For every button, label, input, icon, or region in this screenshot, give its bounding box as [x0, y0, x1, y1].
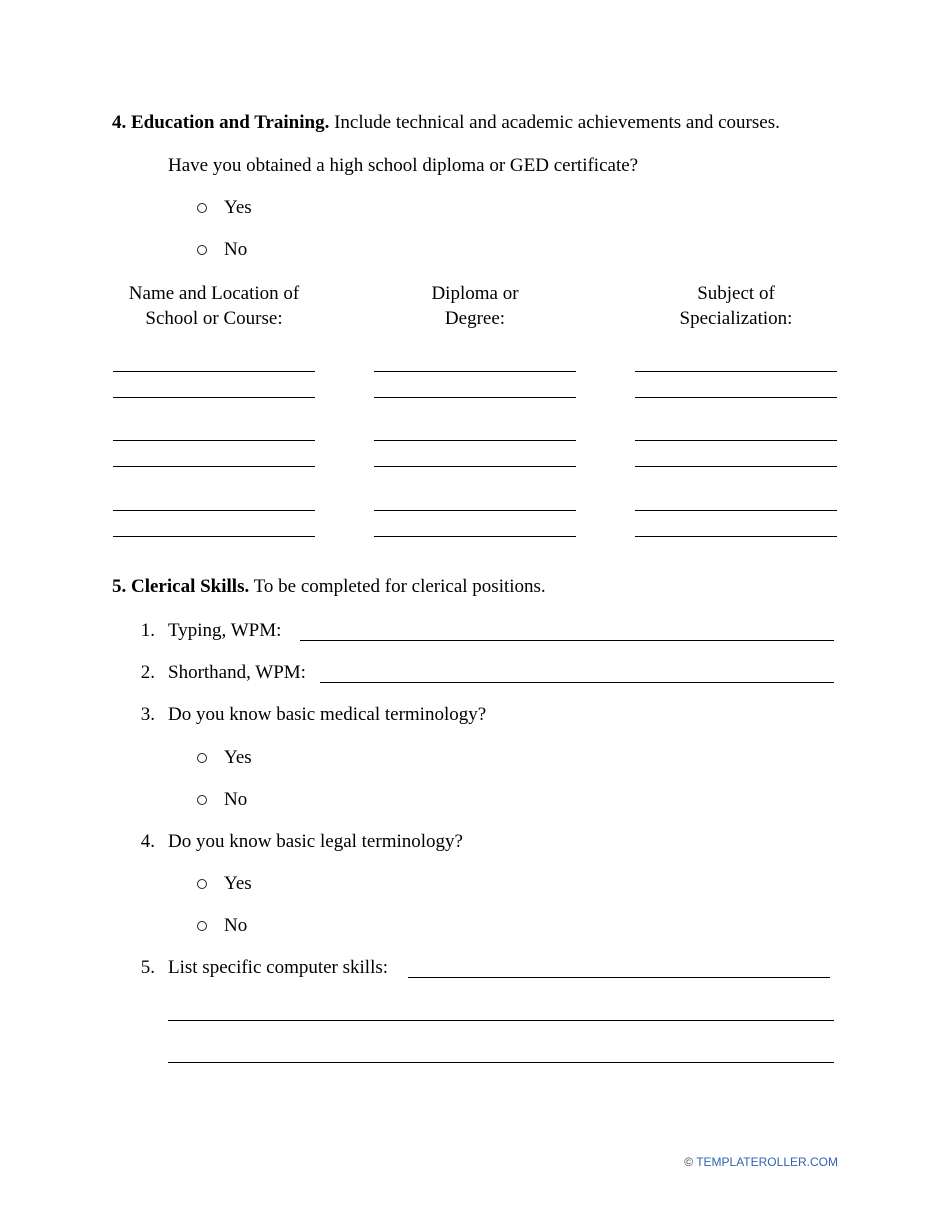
option-label: No [224, 915, 248, 936]
footer-site[interactable]: TEMPLATEROLLER.COM [696, 1155, 838, 1169]
radio-circle-icon[interactable] [197, 879, 207, 889]
computer-skills-line-2[interactable] [168, 1020, 834, 1021]
item-1-number: 1. [140, 620, 155, 641]
typing-wpm-field[interactable] [300, 640, 834, 641]
shorthand-label: Shorthand, WPM: [168, 662, 306, 683]
section-4-description: Include technical and academic achievements and courses. [334, 112, 780, 133]
column-header-degree-text: Diploma or Degree: [431, 283, 519, 329]
radio-circle-icon[interactable] [197, 753, 207, 763]
subject-line[interactable] [635, 371, 837, 372]
school-line[interactable] [113, 536, 315, 537]
option-label: No [224, 789, 248, 810]
item-3-number: 3. [140, 704, 155, 725]
option-label: Yes [224, 873, 252, 894]
school-line[interactable] [113, 510, 315, 511]
item-2-number: 2. [140, 662, 155, 683]
section-5-description: To be completed for clerical positions. [253, 576, 546, 597]
column-header-subject-text: Subject of Specialization: [679, 283, 793, 329]
option-label: No [224, 239, 248, 260]
radio-circle-icon[interactable] [197, 203, 207, 213]
item-4-number: 4. [140, 831, 155, 852]
computer-skills-label: List specific computer skills: [168, 957, 389, 978]
subject-line[interactable] [635, 536, 837, 537]
subject-line[interactable] [635, 510, 837, 511]
column-header-school-text: Name and Location of School or Course: [128, 283, 300, 329]
radio-circle-icon[interactable] [197, 921, 207, 931]
degree-line[interactable] [374, 536, 576, 537]
degree-line[interactable] [374, 466, 576, 467]
subject-line[interactable] [635, 466, 837, 467]
diploma-question: Have you obtained a high school diploma or GED certificate? [168, 155, 639, 176]
degree-line[interactable] [374, 510, 576, 511]
column-header-school [94, 281, 334, 331]
footer-link[interactable] [684, 1155, 838, 1169]
degree-line[interactable] [374, 397, 576, 398]
option-label: Yes [224, 747, 252, 768]
school-line[interactable] [113, 397, 315, 398]
school-line[interactable] [113, 466, 315, 467]
column-header-subject [616, 281, 856, 331]
radio-circle-icon[interactable] [197, 795, 207, 805]
item-5-number: 5. [140, 957, 155, 978]
section-5-heading: 5. Clerical Skills. [112, 576, 250, 597]
school-line[interactable] [113, 440, 315, 441]
typing-label: Typing, WPM: [168, 620, 282, 641]
option-label: Yes [224, 197, 252, 218]
column-header-degree [355, 281, 595, 331]
degree-line[interactable] [374, 371, 576, 372]
section-5-header [112, 575, 546, 599]
legal-terminology-question: Do you know basic legal terminology? [168, 831, 463, 852]
computer-skills-field[interactable] [408, 977, 830, 978]
computer-skills-line-3[interactable] [168, 1062, 834, 1063]
shorthand-wpm-field[interactable] [320, 682, 834, 683]
medical-terminology-question: Do you know basic medical terminology? [168, 704, 487, 725]
section-4-header [112, 111, 780, 135]
subject-line[interactable] [635, 397, 837, 398]
radio-circle-icon[interactable] [197, 245, 207, 255]
section-4-heading: 4. Education and Training. [112, 112, 330, 133]
school-line[interactable] [113, 371, 315, 372]
copyright-symbol: © [684, 1155, 694, 1169]
subject-line[interactable] [635, 440, 837, 441]
degree-line[interactable] [374, 440, 576, 441]
